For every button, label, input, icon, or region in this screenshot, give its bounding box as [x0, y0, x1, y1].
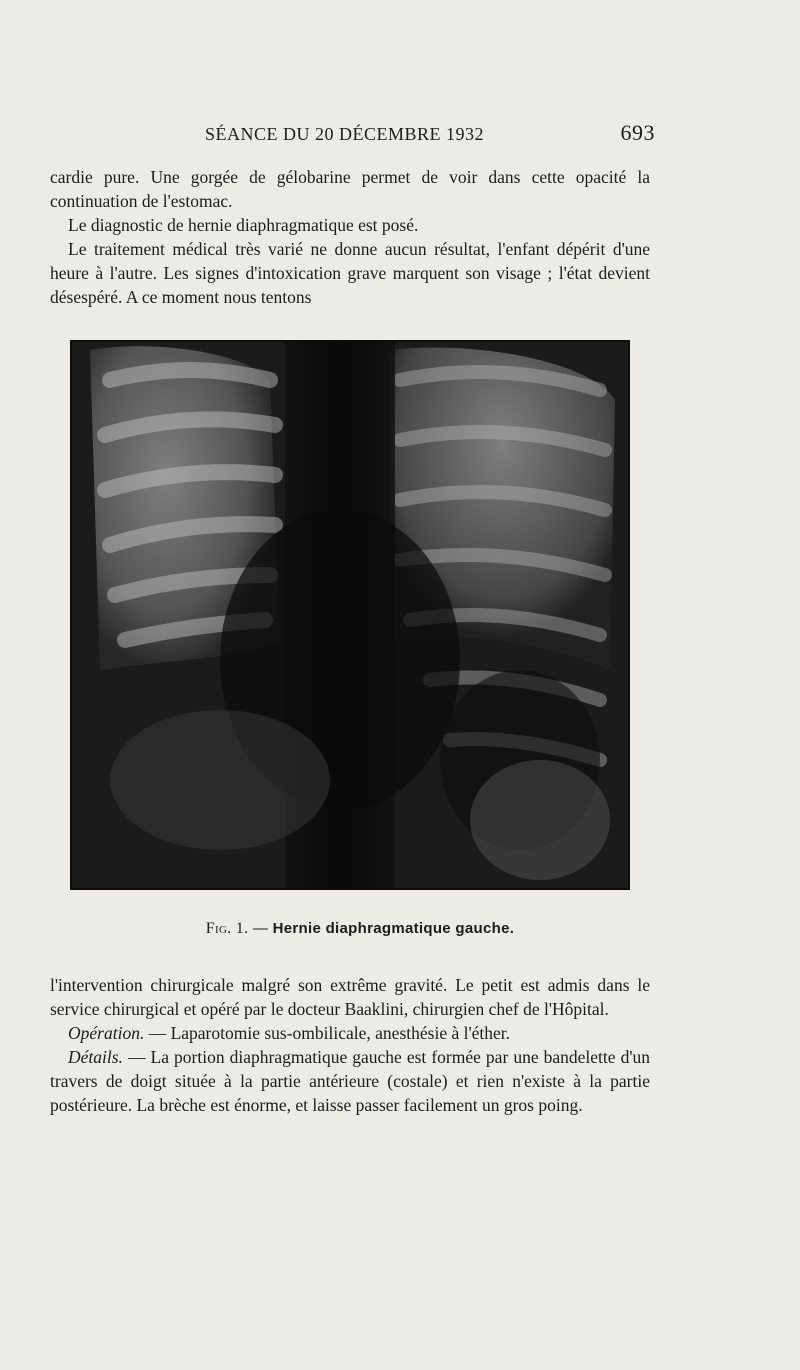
operation-label: Opération.: [68, 1023, 145, 1043]
running-head: [205, 120, 655, 152]
details-label: Détails.: [68, 1047, 123, 1067]
body-text-top: [50, 165, 650, 309]
caption-dash: —: [248, 920, 273, 937]
figure-label: Fig. 1.: [205, 920, 249, 937]
body-text-bottom: [50, 973, 650, 1117]
operation-text: — Laparotomie sus-ombilicale, anesthésie à l'éther.: [144, 1023, 510, 1043]
paragraph-details: [50, 1045, 650, 1117]
xray-figure: [70, 340, 630, 890]
caption-text: Hernie diaphragmatique gauche.: [272, 920, 515, 937]
page-number: 693: [620, 120, 655, 145]
paragraph: cardie pure. Une gorgée de gélobarine permet de voir dans cette opacité la continuation de l'estomac.: [50, 167, 650, 211]
running-title: SÉANCE DU 20 DÉCEMBRE 1932: [205, 124, 485, 144]
paragraph-operation: [50, 1021, 650, 1045]
figure-caption: [50, 920, 670, 938]
xray-image: [70, 340, 630, 890]
paragraph: l'intervention chirurgicale malgré son extrême gravité. Le petit est admis dans le service chirurgical et opéré par le docteur Baaklini, chirurgien chef de l'Hôpital.: [50, 975, 650, 1019]
paragraph: Le diagnostic de hernie diaphragmatique est posé.: [68, 215, 419, 235]
details-text: — La portion diaphragmatique gauche est formée par une bandelette d'un travers de doigt située à la partie antérieure (costale) et rien n'existe à la partie postérieure. La brèche est énorme, et laisse passer facilement un gros poing.: [50, 1047, 650, 1115]
paragraph: Le traitement médical très varié ne donne aucun résultat, l'enfant dépérit d'une heure à l'autre. Les signes d'intoxication grave marquent son visage ; l'état devient désespéré. A ce moment nous tentons: [50, 239, 650, 307]
